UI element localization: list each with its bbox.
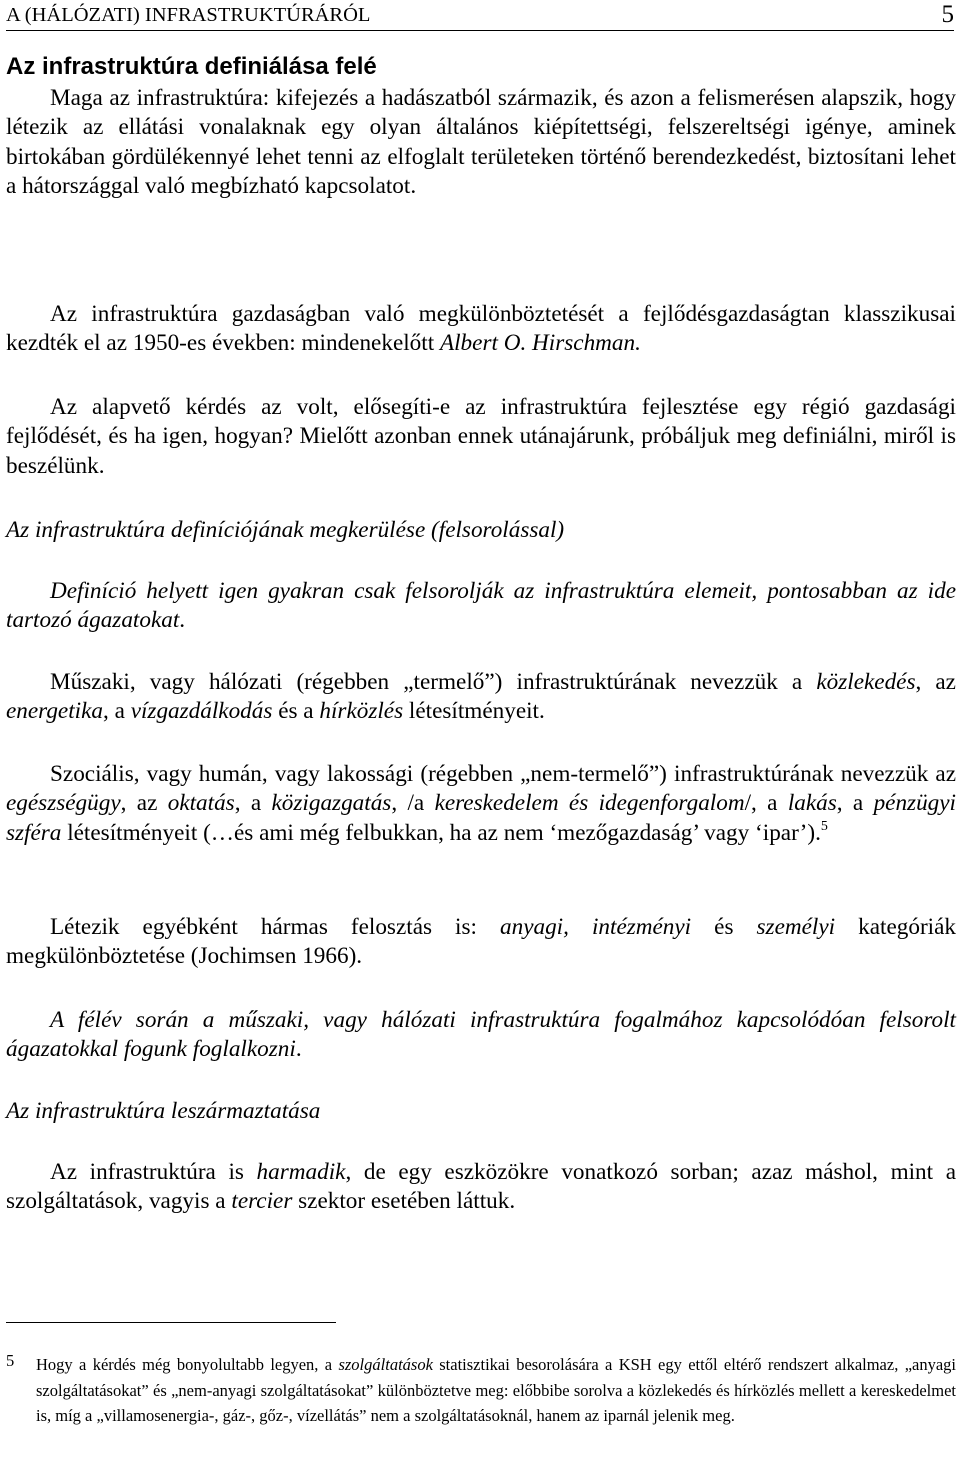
footnote-body: [36, 1352, 956, 1429]
technical-text-3: , a: [103, 698, 131, 725]
term-szolgaltatasok: szolgáltatások: [338, 1355, 433, 1374]
paragraph-question-text-a: Az alapvető kérdés az volt, elősegíti-e az infrastruktúra fejlesztése egy régió gazdasági fejlődését, és ha igen, hogyan?: [6, 394, 956, 450]
running-header: [6, 0, 954, 31]
paragraph-semester-period: .: [295, 1036, 302, 1063]
running-title: A (HÁLÓZATI) INFRASTRUKTÚRÁRÓL: [6, 4, 371, 26]
social-text-5: /, a: [744, 790, 788, 817]
social-text-7: létesítményeit (…és ami még felbukkan, ha az nem ‘mezőgazdaság’ vagy ‘ipar’).: [61, 819, 821, 846]
paragraph-origin: [6, 84, 956, 202]
term-vizgazdalkodas: vízgazdálkodás: [130, 698, 273, 725]
term-lakas: lakás: [787, 790, 837, 817]
paragraph-semester: [6, 1006, 956, 1065]
section-title: Az infrastruktúra definiálása felé: [6, 53, 377, 80]
threefold-text-2: és: [691, 914, 757, 940]
social-text-1: Szociális, vagy humán, vagy lakossági (régebben „nem-termelő”) infrastruktúrának nevezzük az: [50, 761, 956, 787]
paragraph-economics: [6, 300, 956, 359]
term-hirkozles: hírközlés: [319, 698, 404, 725]
term-szemelyi: személyi: [756, 914, 836, 940]
paragraph-social: [6, 760, 956, 848]
paragraph-enumeration-period: .: [179, 607, 186, 634]
term-penzugyi-szfera: pénzügyi szféra: [6, 790, 957, 846]
paragraph-technical: [6, 668, 956, 727]
term-kozigazgatas: közigazgatás: [271, 790, 392, 817]
footnote-reference[interactable]: 5: [820, 818, 828, 834]
term-harmadik: harmadik: [256, 1159, 346, 1185]
footnote-text-2: statisztikai besorolására a KSH egy ettől eltérő rendszert alkalmaz, „anyagi szolgáltatásokat” és „nem-anyagi szolgáltatásokat” különböztetve meg: előbbibe sorolva a közlekedés és hírközlés mellett a kereskedelmet is, míg a „villamosenergia-, gáz-, gőz-, vízellátás” nem a szolgáltatásoknál, hanem az iparnál jelenik meg.: [36, 1355, 956, 1425]
social-text-3: , a: [234, 790, 272, 817]
paragraph-threefold: [6, 913, 956, 972]
paragraph-economics-text: Az infrastruktúra gazdaságban való megkülönböztetését a fejlődésgazdaságtan klasszikusai kezdték el az 1950-es években: mindenekelőtt: [6, 301, 956, 357]
term-tercier: tercier: [231, 1188, 293, 1215]
technical-text-2: , az: [915, 669, 956, 695]
subheading-derivation: Az infrastruktúra leszármaztatása: [6, 1098, 321, 1124]
term-kozlekedes: közlekedés: [816, 669, 916, 695]
footnote-divider: [6, 1322, 336, 1323]
term-oktatas: oktatás: [167, 790, 235, 817]
technical-text-4: és a: [272, 698, 320, 725]
paragraph-enumeration: [6, 577, 956, 636]
footnote-text-1: Hogy a kérdés még bonyolultabb legyen, a: [36, 1355, 339, 1374]
derivation-text-3: szektor esetében láttuk.: [292, 1188, 516, 1215]
paragraph-origin-text: Maga az infrastruktúra: kifejezés a hadászatból származik, és azon a felismerésen alapszik, hogy létezik az ellátási vonalaknak egy olyan általános kiépítettségi, felszereltségi igénye, aminek birtokában gördülékennyé lehet tenni az elfoglalt területeken történő berendezkedést, biztosítani lehet a hátországgal való megbízható kapcsolatot.: [6, 85, 956, 200]
page-number: 5: [941, 1, 954, 28]
derivation-text-2: , de egy eszközökre vonatkozó sorban; azaz máshol, mint a szolgáltatások, vagyis a: [6, 1159, 956, 1215]
paragraph-semester-text: A félév során a műszaki, vagy hálózati infrastruktúra fogalmához kapcsolódóan felsorolt ágazatokkal fogunk foglalkozni: [6, 1007, 956, 1063]
footnote: [6, 1352, 956, 1429]
social-text-2: , az: [120, 790, 168, 817]
social-text-4: , /a: [391, 790, 435, 817]
paragraph-derivation: [6, 1158, 956, 1217]
derivation-text-1: Az infrastruktúra is: [50, 1159, 257, 1185]
threefold-text-1: Létezik egyébként hármas felosztás is:: [50, 914, 501, 940]
term-egeszsegugy: egészségügy: [6, 790, 121, 817]
footnote-number: 5: [6, 1351, 15, 1370]
subheading-enumeration: Az infrastruktúra definíciójának megkerülése (felsorolással): [6, 517, 565, 543]
term-energetika: energetika: [6, 698, 103, 725]
term-anyagi-intezmenyi: anyagi, intézményi: [500, 914, 692, 940]
paragraph-question: [6, 393, 956, 481]
threefold-text-3: kategóriák megkülönböztetése (Jochimsen 1966).: [6, 914, 956, 970]
technical-text-1: Műszaki, vagy hálózati (régebben „termelő”) infrastruktúrának nevezzük a: [50, 669, 817, 695]
paragraph-enumeration-text: Definíció helyett igen gyakran csak felsorolják az infrastruktúra elemeit, pontosabban az ide tartozó ágazatokat: [6, 578, 956, 634]
author-name: Albert O. Hirschman.: [439, 330, 641, 357]
technical-text-5: létesítményeit.: [403, 698, 545, 725]
social-text-6: , a: [836, 790, 874, 817]
term-kereskedelem: kereskedelem és idegenforgalom: [434, 790, 745, 817]
paragraph-question-text-b: Mielőtt azonban ennek utánajárunk, próbáljuk meg definiálni, miről is beszélünk.: [6, 423, 956, 479]
